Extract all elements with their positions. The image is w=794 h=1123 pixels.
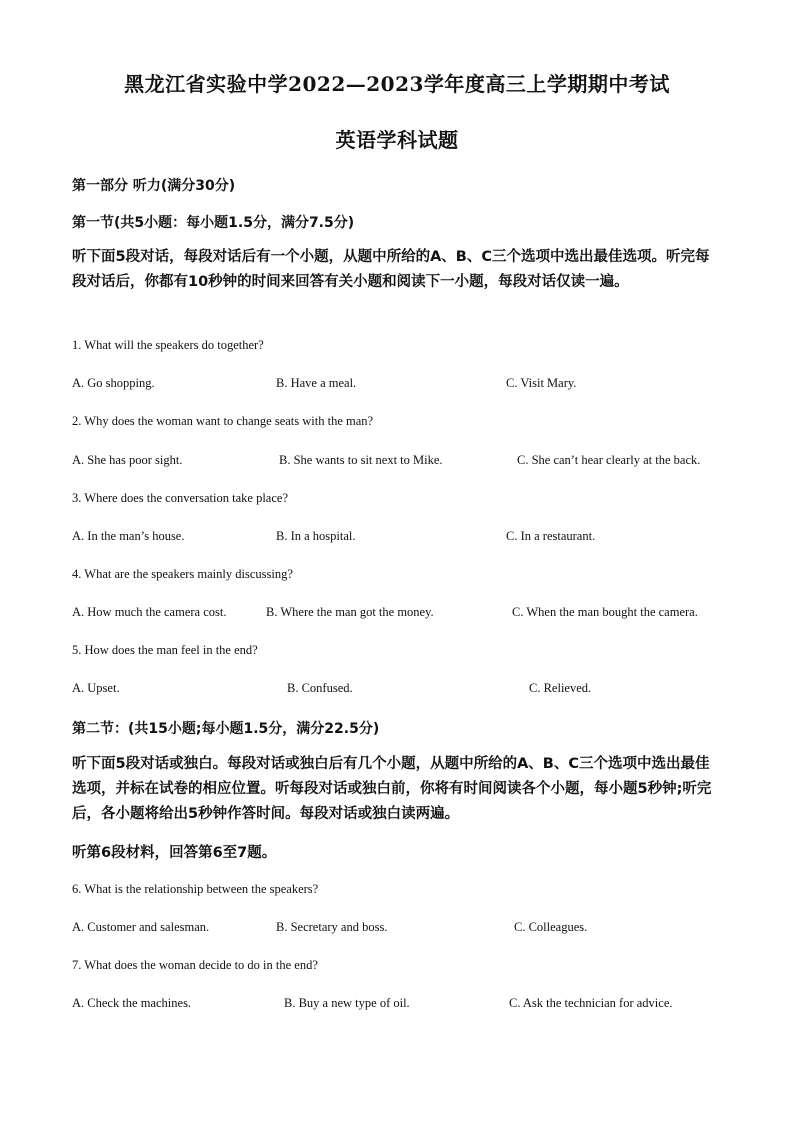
question-1-option-a: A. Go shopping. (72, 376, 155, 390)
question-1: 1. What will the speakers do together? (72, 338, 264, 352)
question-4-option-a: A. How much the camera cost. (72, 605, 227, 619)
question-6-option-c: C. Colleagues. (514, 920, 588, 934)
question-4: 4. What are the speakers mainly discussing? (72, 567, 293, 581)
question-4-option-c: C. When the man bought the camera. (512, 605, 698, 619)
question-2-option-b: B. She wants to sit next to Mike. (279, 453, 443, 467)
question-1-option-b: B. Have a meal. (276, 376, 357, 390)
section-two-instructions: 听下面5段对话或独白。每段对话或独白后有几个小题，从题中所给的A、B、C三个选项中选出最佳选项，并标在试卷的相应位置。听每段对话或独白前，你将有时间阅读各个小题，每小题5秒钟;听完后，各小题将给出5秒钟作答时间。每段对话或独白读两遍。 (72, 756, 712, 822)
section-two-heading: 第二节：(共15小题;每小题1.5分，满分22.5分) (72, 721, 380, 737)
question-6-option-a: A. Customer and salesman. (72, 920, 210, 934)
exam-subtitle: 英语学科试题 (335, 128, 459, 152)
section-one-heading: 第一节(共5小题：每小题1.5分，满分7.5分) (72, 215, 355, 231)
question-2-option-a: A. She has poor sight. (72, 453, 183, 467)
question-7-option-a: A. Check the machines. (72, 996, 192, 1010)
question-6: 6. What is the relationship between the speakers? (72, 882, 319, 896)
section-one-instructions: 听下面5段对话，每段对话后有一个小题，从题中所给的A、B、C三个选项中选出最佳选项。听完每段对话后，你都有10秒钟的时间来回答有关小题和阅读下一小题，每段对话仅读一遍。 (72, 249, 710, 290)
question-3-option-a: A. In the man’s house. (72, 529, 185, 543)
question-6-option-b: B. Secretary and boss. (276, 920, 388, 934)
material-6-instruction: 听第6段材料，回答第6至7题。 (72, 845, 277, 861)
question-3-option-b: B. In a hospital. (276, 529, 356, 543)
question-5: 5. How does the man feel in the end? (72, 643, 258, 657)
question-7-option-b: B. Buy a new type of oil. (284, 996, 410, 1010)
question-3-option-c: C. In a restaurant. (506, 529, 596, 543)
question-2-option-c: C. She can’t hear clearly at the back. (517, 453, 701, 467)
question-1-option-c: C. Visit Mary. (506, 376, 577, 390)
question-3: 3. Where does the conversation take place? (72, 491, 288, 505)
question-7: 7. What does the woman decide to do in the end? (72, 958, 318, 972)
exam-title: 黑龙江省实验中学2022—2023学年度高三上学期期中考试 (124, 72, 670, 96)
question-5-option-b: B. Confused. (287, 681, 353, 695)
question-2: 2. Why does the woman want to change seats with the man? (72, 414, 374, 428)
part-one-heading: 第一部分 听力(满分30分) (72, 178, 236, 194)
question-4-option-b: B. Where the man got the money. (266, 605, 434, 619)
question-5-option-c: C. Relieved. (529, 681, 592, 695)
question-7-option-c: C. Ask the technician for advice. (509, 996, 673, 1010)
question-5-option-a: A. Upset. (72, 681, 120, 695)
